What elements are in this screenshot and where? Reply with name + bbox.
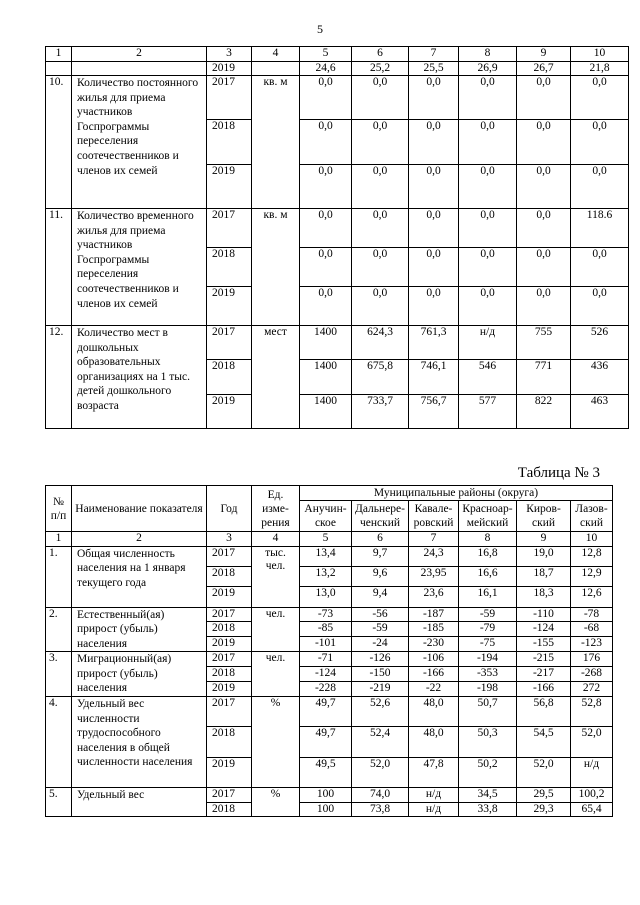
value-cell: 0,0 <box>517 76 571 120</box>
value-cell: 12,8 <box>571 546 613 566</box>
value-cell: 52,6 <box>352 697 409 727</box>
value-cell: -155 <box>517 637 571 652</box>
value-cell: 0,0 <box>459 164 517 208</box>
value-cell: 675,8 <box>352 360 409 394</box>
value-cell: -79 <box>459 622 517 637</box>
value-cell: 0,0 <box>517 120 571 164</box>
value-cell: 54,5 <box>517 727 571 757</box>
value-cell: 0,0 <box>459 76 517 120</box>
value-cell: 0,0 <box>352 76 409 120</box>
unit-cell: мест <box>252 326 300 429</box>
value-cell: 25,2 <box>352 61 409 76</box>
header-number-row <box>46 47 629 62</box>
header-unit: Ед. изме-рения <box>252 486 300 532</box>
value-cell: 12,6 <box>571 587 613 607</box>
table-top <box>45 46 629 429</box>
value-cell: 0,0 <box>459 120 517 164</box>
row-number-cell: 4. <box>46 697 72 788</box>
table-row <box>46 61 629 76</box>
year-cell: 2018 <box>207 248 252 287</box>
indicator-name-cell: Количество временного жилья для приема участников Госпрограммы переселения соотечественников и членов их семей <box>72 209 207 326</box>
indicator-name-cell: Количество мест в дошкольных образовательных организациях на 1 тыс. детей дошкольного возраста <box>72 326 207 429</box>
column-number: 4 <box>252 532 300 547</box>
row-number-cell: 11. <box>46 209 72 326</box>
value-cell: 18,3 <box>517 587 571 607</box>
value-cell: 0,0 <box>517 164 571 208</box>
column-number: 5 <box>300 47 352 62</box>
column-number: 2 <box>72 532 207 547</box>
value-cell: 0,0 <box>459 209 517 248</box>
value-cell: 52,4 <box>352 727 409 757</box>
year-cell: 2019 <box>207 682 252 697</box>
value-cell: 33,8 <box>459 802 517 817</box>
value-cell: 49,7 <box>300 727 352 757</box>
indicator-name-cell <box>72 61 207 76</box>
value-cell: 16,1 <box>459 587 517 607</box>
value-cell: 25,5 <box>409 61 459 76</box>
value-cell: 0,0 <box>571 76 629 120</box>
header-number: № п/п <box>46 486 72 532</box>
value-cell: 463 <box>571 394 629 428</box>
value-cell: 74,0 <box>352 788 409 803</box>
value-cell: 50,3 <box>459 727 517 757</box>
value-cell: 16,6 <box>459 566 517 586</box>
value-cell: -268 <box>571 667 613 682</box>
value-cell: 100,2 <box>571 788 613 803</box>
year-cell: 2017 <box>207 652 252 667</box>
value-cell: 0,0 <box>409 287 459 326</box>
column-number: 7 <box>409 532 459 547</box>
unit-cell: кв. м <box>252 76 300 209</box>
column-number: 7 <box>409 47 459 62</box>
value-cell: -59 <box>459 607 517 622</box>
table-3 <box>45 485 613 817</box>
value-cell: 23,95 <box>409 566 459 586</box>
value-cell: 19,0 <box>517 546 571 566</box>
table-title: Таблица № 3 <box>517 465 600 481</box>
value-cell: -219 <box>352 682 409 697</box>
unit-cell: тыс. чел. <box>252 546 300 607</box>
value-cell: 0,0 <box>352 248 409 287</box>
value-cell: 12,9 <box>571 566 613 586</box>
value-cell: 13,0 <box>300 587 352 607</box>
value-cell: 0,0 <box>300 164 352 208</box>
year-cell: 2019 <box>207 637 252 652</box>
value-cell: 0,0 <box>409 76 459 120</box>
value-cell: -185 <box>409 622 459 637</box>
value-cell: 0,0 <box>571 120 629 164</box>
value-cell: 761,3 <box>409 326 459 360</box>
indicator-name-cell: Общая численность населения на 1 января текущего года <box>72 546 207 607</box>
value-cell: 29,3 <box>517 802 571 817</box>
value-cell: -78 <box>571 607 613 622</box>
table-row <box>46 652 613 667</box>
indicator-name-cell: Удельный вес <box>72 788 207 817</box>
column-number: 10 <box>571 532 613 547</box>
value-cell: 624,3 <box>352 326 409 360</box>
value-cell: -217 <box>517 667 571 682</box>
column-number: 3 <box>207 532 252 547</box>
value-cell: -56 <box>352 607 409 622</box>
value-cell: 1400 <box>300 360 352 394</box>
value-cell: -24 <box>352 637 409 652</box>
year-cell: 2018 <box>207 360 252 394</box>
year-cell: 2019 <box>207 61 252 76</box>
value-cell: -22 <box>409 682 459 697</box>
value-cell: 26,9 <box>459 61 517 76</box>
year-cell: 2019 <box>207 587 252 607</box>
value-cell: -124 <box>517 622 571 637</box>
value-cell: -126 <box>352 652 409 667</box>
column-number: 3 <box>207 47 252 62</box>
year-cell: 2018 <box>207 667 252 682</box>
year-cell: 2019 <box>207 287 252 326</box>
year-cell: 2017 <box>207 326 252 360</box>
value-cell: 1400 <box>300 326 352 360</box>
value-cell: -215 <box>517 652 571 667</box>
row-number-cell: 10. <box>46 76 72 209</box>
value-cell: -73 <box>300 607 352 622</box>
value-cell: 48,0 <box>409 727 459 757</box>
value-cell: 0,0 <box>300 76 352 120</box>
value-cell: 0,0 <box>300 120 352 164</box>
value-cell: 0,0 <box>459 248 517 287</box>
table-row <box>46 546 613 566</box>
year-cell: 2019 <box>207 394 252 428</box>
value-cell: 29,5 <box>517 788 571 803</box>
value-cell: 52,0 <box>517 757 571 787</box>
value-cell: н/д <box>571 757 613 787</box>
unit-cell: чел. <box>252 607 300 652</box>
value-cell: 9,4 <box>352 587 409 607</box>
header-district: Киров-ский <box>517 501 571 532</box>
page-number: 5 <box>317 22 323 36</box>
value-cell: -228 <box>300 682 352 697</box>
value-cell: н/д <box>409 788 459 803</box>
year-cell: 2019 <box>207 757 252 787</box>
value-cell: -166 <box>517 682 571 697</box>
value-cell: 48,0 <box>409 697 459 727</box>
value-cell: 0,0 <box>409 120 459 164</box>
year-cell: 2018 <box>207 802 252 817</box>
column-number: 8 <box>459 47 517 62</box>
table-row <box>46 788 613 803</box>
value-cell: 73,8 <box>352 802 409 817</box>
value-cell: 0,0 <box>459 287 517 326</box>
year-cell: 2017 <box>207 209 252 248</box>
header-district: Лазов-ский <box>571 501 613 532</box>
value-cell: 0,0 <box>571 248 629 287</box>
value-cell: -75 <box>459 637 517 652</box>
value-cell: 0,0 <box>409 164 459 208</box>
value-cell: 18,7 <box>517 566 571 586</box>
unit-cell: % <box>252 788 300 817</box>
value-cell: 13,4 <box>300 546 352 566</box>
value-cell: -71 <box>300 652 352 667</box>
value-cell: -123 <box>571 637 613 652</box>
value-cell: 65,4 <box>571 802 613 817</box>
value-cell: 0,0 <box>300 287 352 326</box>
row-number-cell: 3. <box>46 652 72 697</box>
value-cell: -230 <box>409 637 459 652</box>
value-cell: 100 <box>300 802 352 817</box>
year-cell: 2018 <box>207 622 252 637</box>
column-number: 4 <box>252 47 300 62</box>
header-district: Дальнере-ченский <box>352 501 409 532</box>
value-cell: 577 <box>459 394 517 428</box>
value-cell: 52,8 <box>571 697 613 727</box>
value-cell: -166 <box>409 667 459 682</box>
row-number-cell: 5. <box>46 788 72 817</box>
table-row <box>46 209 629 248</box>
header-district: Красноар-мейский <box>459 501 517 532</box>
value-cell: 0,0 <box>352 164 409 208</box>
year-cell: 2018 <box>207 566 252 586</box>
value-cell: -187 <box>409 607 459 622</box>
value-cell: 49,5 <box>300 757 352 787</box>
value-cell: -85 <box>300 622 352 637</box>
column-number: 9 <box>517 532 571 547</box>
value-cell: -198 <box>459 682 517 697</box>
column-number: 8 <box>459 532 517 547</box>
value-cell: н/д <box>409 802 459 817</box>
year-cell: 2019 <box>207 164 252 208</box>
value-cell: 1400 <box>300 394 352 428</box>
value-cell: 0,0 <box>571 287 629 326</box>
value-cell: 0,0 <box>571 164 629 208</box>
table-row <box>46 607 613 622</box>
value-cell: 13,2 <box>300 566 352 586</box>
value-cell: 118.6 <box>571 209 629 248</box>
value-cell: 0,0 <box>517 248 571 287</box>
value-cell: 34,5 <box>459 788 517 803</box>
value-cell: -353 <box>459 667 517 682</box>
header-district: Анучин-ское <box>300 501 352 532</box>
value-cell: 746,1 <box>409 360 459 394</box>
value-cell: 16,8 <box>459 546 517 566</box>
column-number: 1 <box>46 532 72 547</box>
value-cell: 50,7 <box>459 697 517 727</box>
value-cell: 56,8 <box>517 697 571 727</box>
column-number: 6 <box>352 47 409 62</box>
column-number: 1 <box>46 47 72 62</box>
indicator-name-cell: Миграционный(ая) прирост (убыль) населения <box>72 652 207 697</box>
value-cell: 47,8 <box>409 757 459 787</box>
header-year: Год <box>207 486 252 532</box>
value-cell: 0,0 <box>409 209 459 248</box>
value-cell: -124 <box>300 667 352 682</box>
value-cell: н/д <box>459 326 517 360</box>
row-number-cell <box>46 61 72 76</box>
unit-cell <box>252 61 300 76</box>
value-cell: -110 <box>517 607 571 622</box>
value-cell: 0,0 <box>409 248 459 287</box>
value-cell: -194 <box>459 652 517 667</box>
header-districts-group: Муниципальные районы (округа) <box>300 486 613 501</box>
column-number: 5 <box>300 532 352 547</box>
value-cell: 9,7 <box>352 546 409 566</box>
value-cell: 0,0 <box>352 120 409 164</box>
value-cell: 50,2 <box>459 757 517 787</box>
value-cell: 0,0 <box>352 209 409 248</box>
value-cell: 0,0 <box>300 209 352 248</box>
unit-cell: чел. <box>252 652 300 697</box>
value-cell: 9,6 <box>352 566 409 586</box>
value-cell: -106 <box>409 652 459 667</box>
year-cell: 2018 <box>207 120 252 164</box>
value-cell: 21,8 <box>571 61 629 76</box>
year-cell: 2017 <box>207 697 252 727</box>
year-cell: 2017 <box>207 76 252 120</box>
value-cell: 526 <box>571 326 629 360</box>
year-cell: 2017 <box>207 788 252 803</box>
indicator-name-cell: Удельный вес численности трудоспособного населения в общей численности населения <box>72 697 207 788</box>
value-cell: 756,7 <box>409 394 459 428</box>
value-cell: 436 <box>571 360 629 394</box>
indicator-name-cell: Естественный(ая) прирост (убыль) населения <box>72 607 207 652</box>
column-number: 2 <box>72 47 207 62</box>
indicator-name-cell: Количество постоянного жилья для приема участников Госпрограммы переселения соотечественников и членов их семей <box>72 76 207 209</box>
value-cell: 49,7 <box>300 697 352 727</box>
value-cell: -68 <box>571 622 613 637</box>
value-cell: 0,0 <box>300 248 352 287</box>
value-cell: 771 <box>517 360 571 394</box>
header-row <box>46 486 613 501</box>
value-cell: -59 <box>352 622 409 637</box>
header-district: Кавале-ровский <box>409 501 459 532</box>
table-row <box>46 76 629 120</box>
header-number-row <box>46 532 613 547</box>
year-cell: 2017 <box>207 607 252 622</box>
value-cell: 0,0 <box>517 287 571 326</box>
value-cell: 0,0 <box>352 287 409 326</box>
value-cell: 272 <box>571 682 613 697</box>
value-cell: 26,7 <box>517 61 571 76</box>
header-indicator: Наименование показателя <box>72 486 207 532</box>
value-cell: 52,0 <box>352 757 409 787</box>
table-row <box>46 697 613 727</box>
value-cell: -150 <box>352 667 409 682</box>
row-number-cell: 2. <box>46 607 72 652</box>
unit-cell: кв. м <box>252 209 300 326</box>
value-cell: 733,7 <box>352 394 409 428</box>
value-cell: 100 <box>300 788 352 803</box>
column-number: 9 <box>517 47 571 62</box>
column-number: 10 <box>571 47 629 62</box>
column-number: 6 <box>352 532 409 547</box>
value-cell: 52,0 <box>571 727 613 757</box>
unit-cell: % <box>252 697 300 788</box>
value-cell: 0,0 <box>517 209 571 248</box>
value-cell: 822 <box>517 394 571 428</box>
value-cell: 546 <box>459 360 517 394</box>
value-cell: 176 <box>571 652 613 667</box>
value-cell: -101 <box>300 637 352 652</box>
value-cell: 755 <box>517 326 571 360</box>
value-cell: 23,6 <box>409 587 459 607</box>
table-row <box>46 326 629 360</box>
year-cell: 2018 <box>207 727 252 757</box>
row-number-cell: 1. <box>46 546 72 607</box>
value-cell: 24,6 <box>300 61 352 76</box>
year-cell: 2017 <box>207 546 252 566</box>
value-cell: 24,3 <box>409 546 459 566</box>
row-number-cell: 12. <box>46 326 72 429</box>
